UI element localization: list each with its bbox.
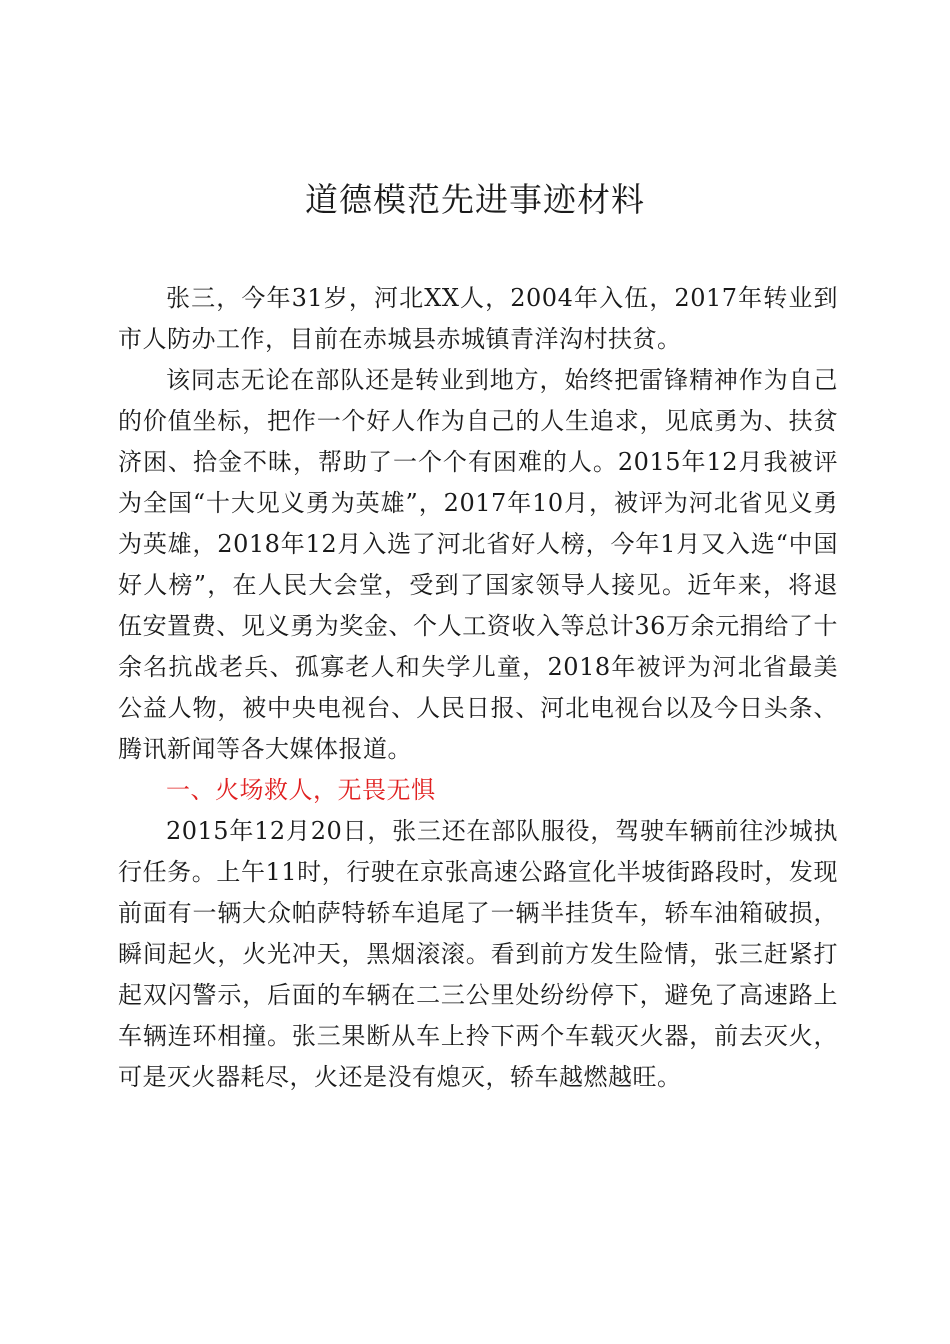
section-heading: 一、火场救人，无畏无惧 (166, 776, 436, 804)
document-title: 道德模范先进事迹材料 (305, 180, 645, 219)
section-paragraph: 2015年12月20日，张三还在部队服役，驾驶车辆前往沙城执行任务。上午11时，行驶在京张高速公路宣化半坡街路段时，发现前面有一辆大众帕萨特轿车追尾了一辆半挂货车，轿车油箱破损，瞬间起火，火光冲天，黑烟滚滚。看到前方发生险情，张三赶紧打起双闪警示，后面的车辆在二三公里处纷纷停下，避免了高速路上车辆连环相撞。张三果断从车上拎下两个车载灭火器，前去灭火，可是灭火器耗尽，火还是没有熄灭，轿车越燃越旺。 (118, 817, 838, 1091)
document-body (118, 278, 838, 1098)
summary-paragraph: 该同志无论在部队还是转业到地方，始终把雷锋精神作为自己的价值坐标，把作一个好人作为自己的人生追求，见底勇为、扶贫济困、拾金不昧，帮助了一个个有困难的人。2015年12月我被评为全国“十大见义勇为英雄”，2017年10月，被评为河北省见义勇为英雄，2018年12月入选了河北省好人榜，今年1月又入选“中国好人榜”，在人民大会堂，受到了国家领导人接见。近年来，将退伍安置费、见义勇为奖金、个人工资收入等总计36万余元捐给了十余名抗战老兵、孤寡老人和失学儿童，2018年被评为河北省最美公益人物，被中央电视台、人民日报、河北电视台以及今日头条、腾讯新闻等各大媒体报道。 (118, 366, 838, 763)
intro-paragraph: 张三，今年31岁，河北XX人，2004年入伍，2017年转业到市人防办工作，目前在赤城县赤城镇青洋沟村扶贫。 (118, 284, 838, 353)
